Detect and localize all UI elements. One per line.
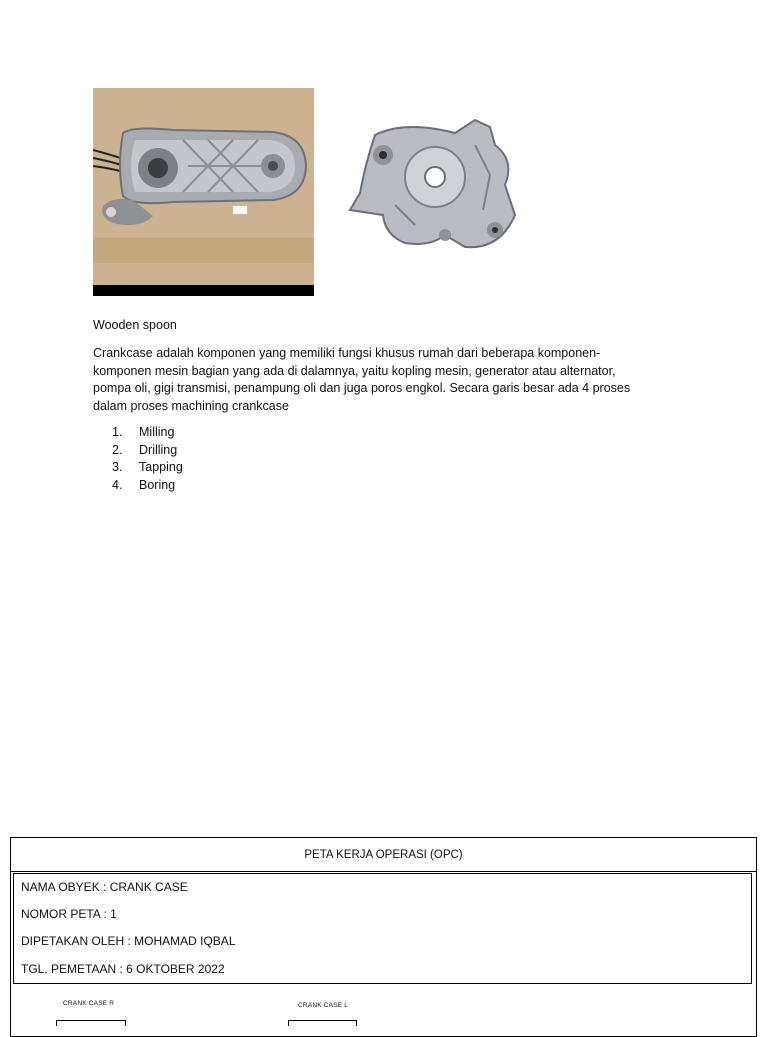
list-number: 4. xyxy=(112,477,123,492)
list-item xyxy=(112,442,183,460)
machining-process-list xyxy=(112,424,183,494)
crankcase-description xyxy=(93,345,653,415)
nama-obyek: NAMA OBYEK : CRANK CASE xyxy=(21,880,188,894)
crankcase-l-box xyxy=(288,1020,357,1026)
crankcase-photo-cardboard xyxy=(93,88,314,296)
paragraph-line: komponen mesin bagian yang ada di dalamnya, yaitu kopling mesin, generator atau alternator, xyxy=(93,363,616,378)
crankcase-image xyxy=(93,88,314,296)
crankcase-l-label: CRANK CASE L xyxy=(298,1002,349,1009)
list-item xyxy=(112,477,183,495)
crankcase-half-image xyxy=(345,115,520,255)
list-item xyxy=(112,424,183,442)
paragraph-line: pompa oli, gigi transmisi, penampung oli dan juga poros engkol. Secara garis besar ada 4 proses xyxy=(93,381,631,395)
list-item xyxy=(112,459,183,477)
list-label: Drilling xyxy=(139,442,178,457)
list-number: 2. xyxy=(112,442,123,457)
image-caption: Wooden spoon xyxy=(93,318,177,332)
list-number: 3. xyxy=(112,460,123,474)
crankcase-r-box xyxy=(56,1020,126,1026)
opc-info-box xyxy=(13,873,752,984)
list-number: 1. xyxy=(112,425,123,439)
paragraph-line: dalam proses machining crankcase xyxy=(93,398,289,413)
dipetakan-oleh: DIPETAKAN OLEH : MOHAMAD IQBAL xyxy=(21,934,236,948)
tgl-pemetaan: TGL. PEMETAAN : 6 OKTOBER 2022 xyxy=(21,962,225,976)
opc-title: PETA KERJA OPERASI (OPC) xyxy=(11,838,756,872)
nomor-peta: NOMOR PETA : 1 xyxy=(21,907,117,921)
crankcase-r-label: CRANK CASE R xyxy=(63,1000,115,1007)
list-label: Tapping xyxy=(139,460,183,474)
list-label: Milling xyxy=(139,425,175,439)
list-label: Boring xyxy=(139,477,176,492)
paragraph-line: Crankcase adalah komponen yang memiliki fungsi khusus rumah dari beberapa komponen- xyxy=(93,346,601,360)
crankcase-half-photo xyxy=(345,115,520,255)
